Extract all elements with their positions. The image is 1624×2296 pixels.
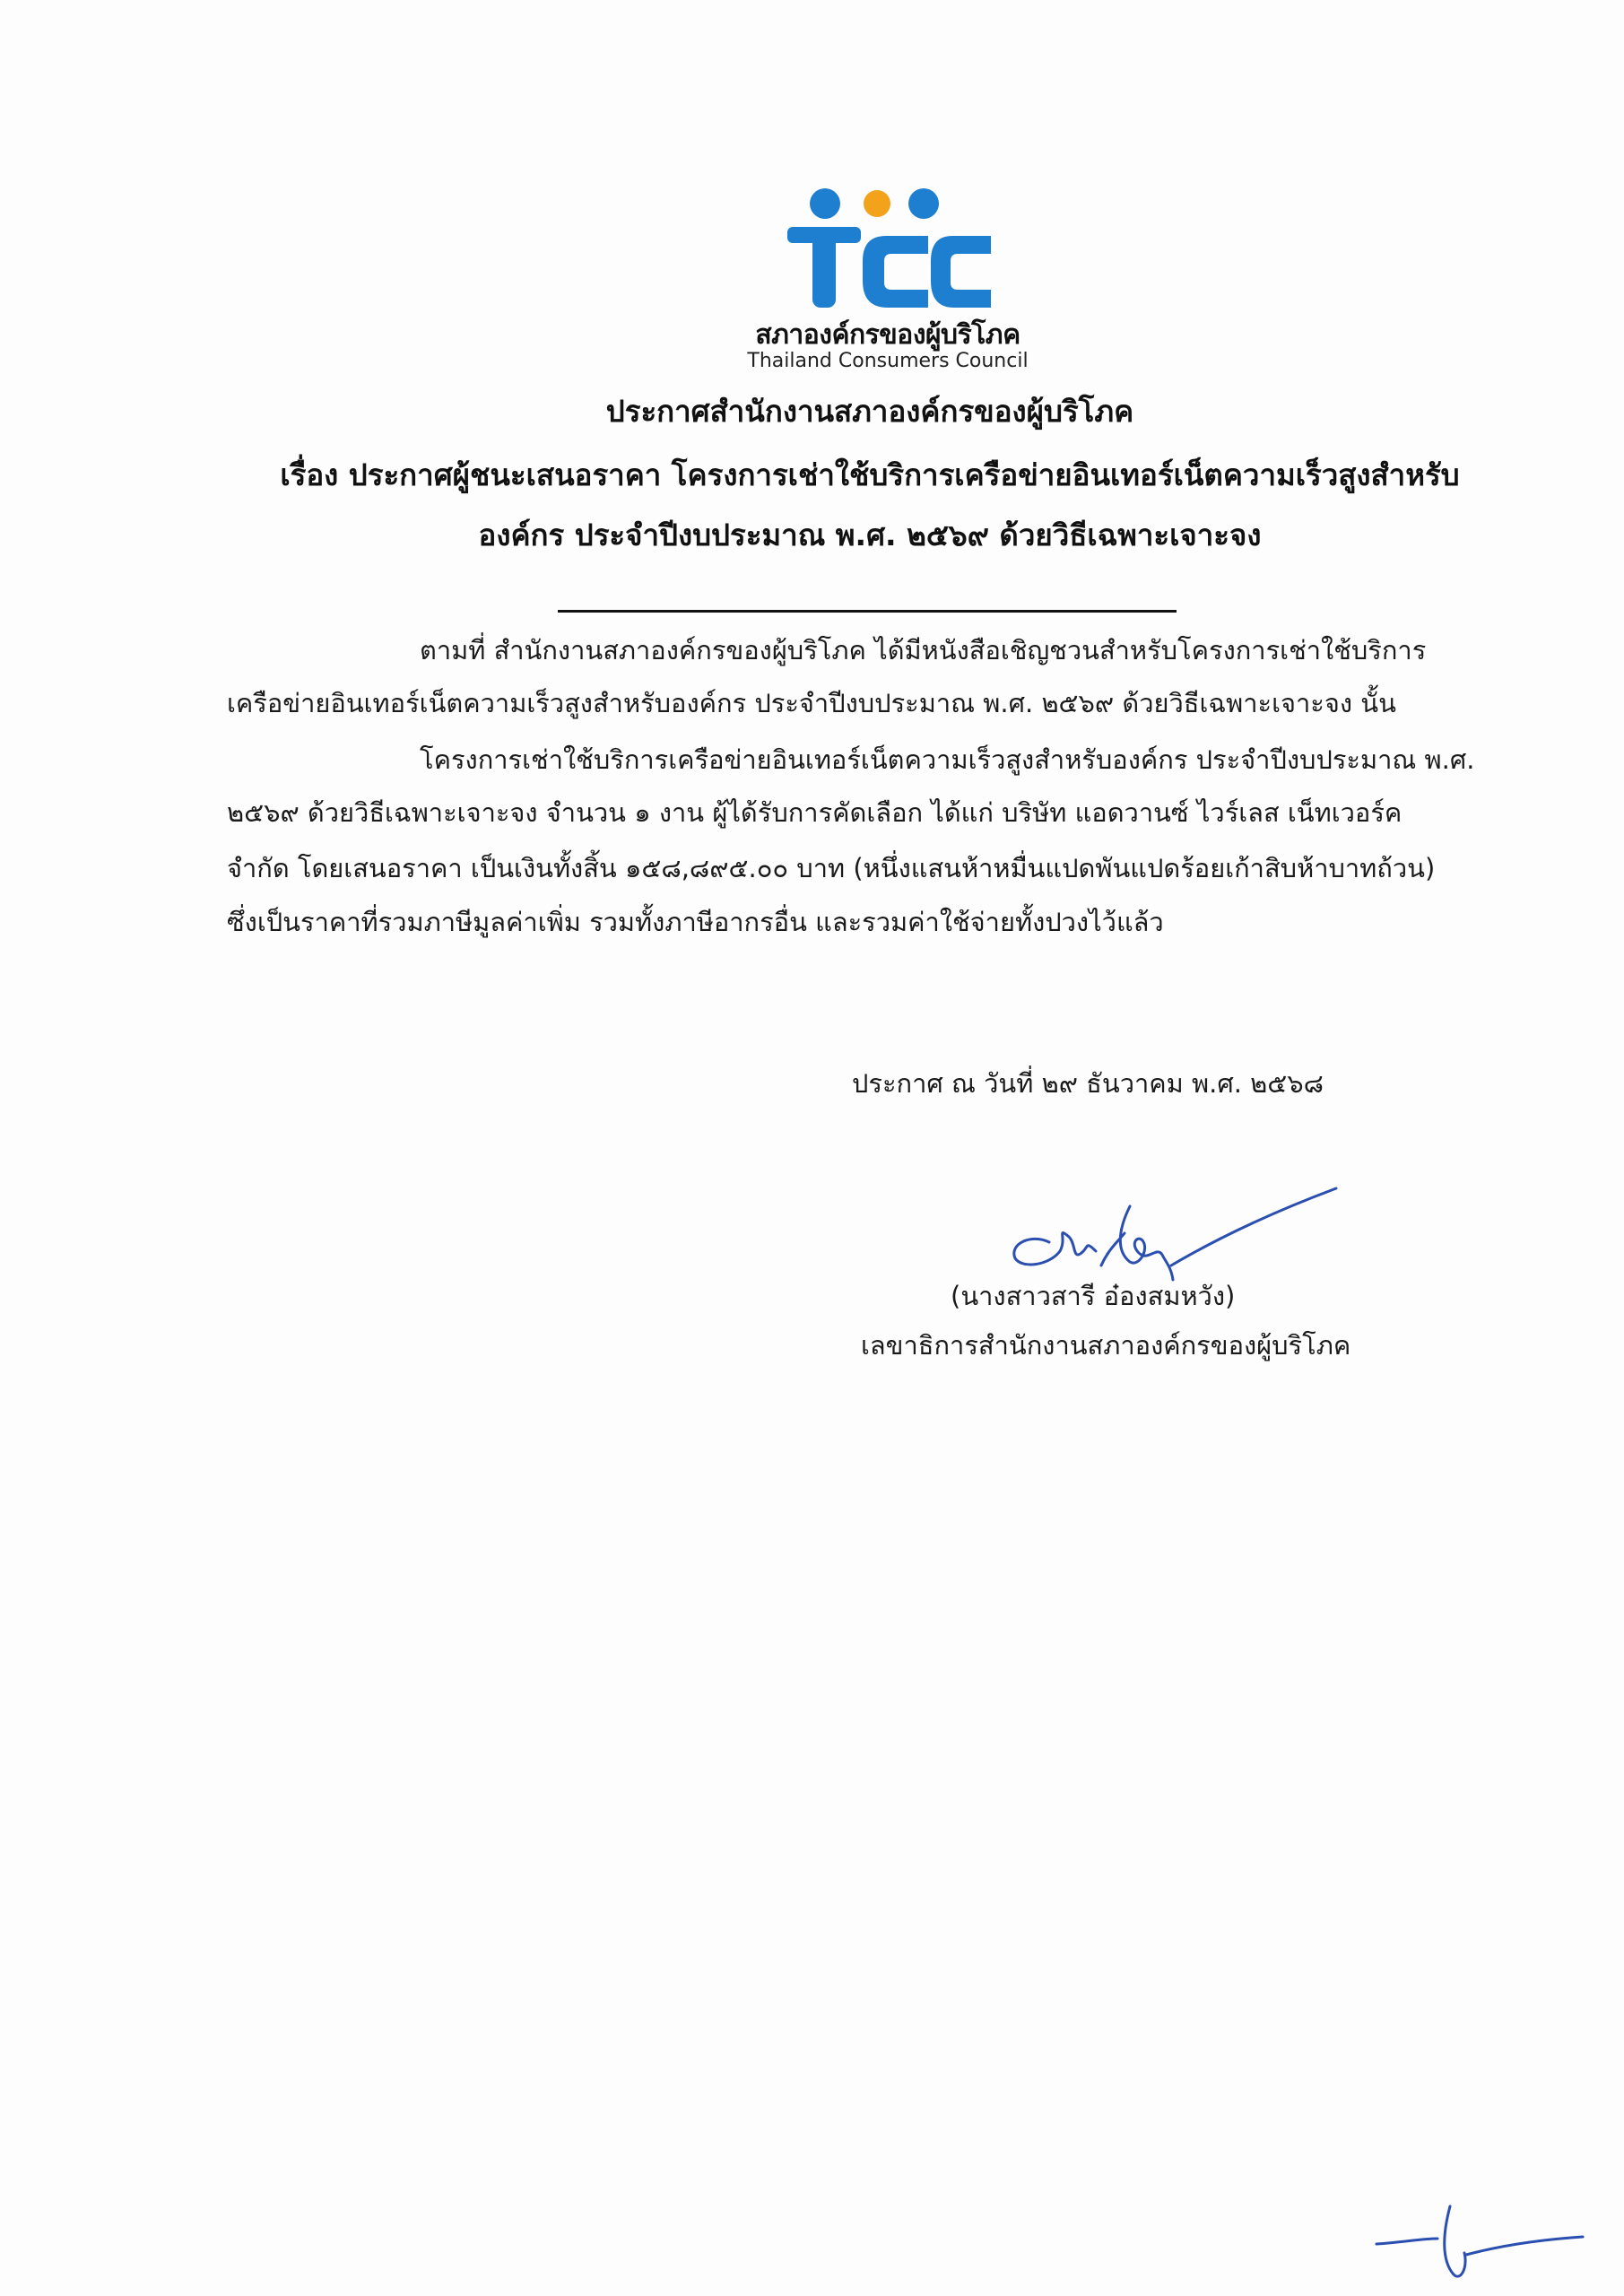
announcement-date: ประกาศ ณ วันที่ ๒๙ ธันวาคม พ.ศ. ๒๕๖๘	[852, 1068, 1324, 1099]
body-paragraph-2-line-4: ซึ่งเป็นราคาที่รวมภาษีมูลค่าเพิ่ม รวมทั้งภาษีอากรอื่น และรวมค่าใช้จ่ายทั้งปวงไว้แล้ว	[227, 907, 1164, 937]
body-paragraph-2-line-1: โครงการเช่าใช้บริการเครือข่ายอินเทอร์เน็ตความเร็วสูงสำหรับองค์กร ประจำปีงบประมาณ พ.ศ.	[420, 744, 1475, 775]
tcc-logo	[780, 184, 995, 318]
body-paragraph-1-line-1: ตามที่ สำนักงานสภาองค์กรของผู้บริโภค ได้มีหนังสือเชิญชวนสำหรับโครงการเช่าใช้บริการ	[420, 635, 1427, 665]
org-name-english: Thailand Consumers Council	[747, 350, 1029, 372]
signer-name: (นางสาวสารี อ๋องสมหวัง)	[951, 1281, 1236, 1311]
announcement-heading: ประกาศสำนักงานสภาองค์กรของผู้บริโภค	[605, 394, 1134, 429]
initial-mark	[1368, 2188, 1592, 2287]
body-paragraph-2-line-3: จำกัด โดยเสนอราคา เป็นเงินทั้งสิ้น ๑๕๘,๘๙๕.๐๐ บาท (หนึ่งแสนห้าหมื่นแปดพันแปดร้อยเก้าสิบห้าบาทถ้วน)	[227, 853, 1436, 883]
logo-dot-blue-right	[908, 188, 939, 219]
title-divider	[558, 610, 1177, 613]
announcement-subject-line-1: เรื่อง ประกาศผู้ชนะเสนอราคา โครงการเช่าใช้บริการเครือข่ายอินเทอร์เน็ตความเร็วสูงสำหรับ	[280, 457, 1460, 492]
signer-position: เลขาธิการสำนักงานสภาองค์กรของผู้บริโภค	[861, 1330, 1351, 1361]
body-paragraph-1-line-2: เครือข่ายอินเทอร์เน็ตความเร็วสูงสำหรับองค์กร ประจำปีงบประมาณ พ.ศ. ๒๕๖๙ ด้วยวิธีเฉพาะเจาะจง นั้น	[227, 688, 1396, 718]
logo-dot-orange	[864, 190, 890, 217]
tcc-logo-graphic	[780, 184, 995, 318]
org-name-thai: สภาองค์กรของผู้บริโภค	[755, 319, 1020, 351]
body-paragraph-2-line-2: ๒๕๖๙ ด้วยวิธีเฉพาะเจาะจง จำนวน ๑ งาน ผู้ได้รับการคัดเลือก ได้แก่ บริษัท แอดวานซ์ ไวร์เลส เน็ทเวอร์ค	[227, 797, 1403, 828]
logo-dot-blue-left	[810, 188, 840, 219]
announcement-subject-line-2: องค์กร ประจำปีงบประมาณ พ.ศ. ๒๕๖๙ ด้วยวิธีเฉพาะเจาะจง	[478, 517, 1262, 552]
